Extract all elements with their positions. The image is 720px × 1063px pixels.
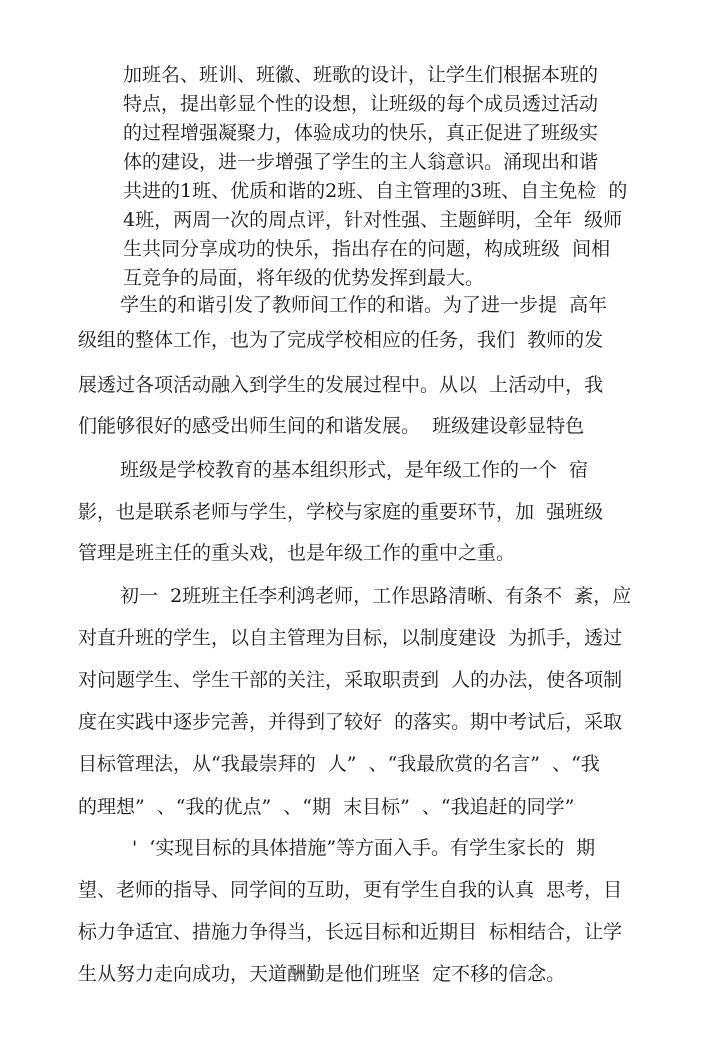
paragraph-1-line-6: 4班，两周一次的周点评，针对性强、主题鲜明，全年 级师 [123, 209, 623, 231]
paragraph-5-line-1: ' ‘实现目标的具体措施”等方面入手。有学生家长的 期 [132, 837, 596, 859]
paragraph-1-line-1: 加班名、班训、班徽、班歌的设计，让学生们根据本班的 [123, 64, 599, 86]
paragraph-3-line-1: 班级是学校教育的基本组织形式，是年级工作的一个 宿 [120, 459, 589, 481]
paragraph-5-line-3: 标力争适宜、措施力争得当，长远目标和近期目 标相结合，让学 [78, 921, 623, 943]
paragraph-2-line-3: 展透过各项活动融入到学生的发展过程中。从以 上活动中，我 [78, 374, 604, 396]
paragraph-4-line-6: 的理想” 、“我的优点” 、“期 末目标” 、“我追赶的同学” [78, 796, 575, 818]
paragraph-4-line-1: 初一 2班班主任李利鸿老师，工作思路清晰、有条不 紊，应 [120, 585, 632, 607]
paragraph-1-line-4: 体的建设，进一步增强了学生的主人翁意识。涌现出和谐 [123, 151, 599, 173]
paragraph-2-line-4: 们能够很好的感受出师生间的和谐发展。 班级建设彰显特色 [78, 415, 585, 437]
paragraph-2-line-1: 学生的和谐引发了教师间工作的和谐。为了进一步提 高年 [120, 294, 608, 316]
paragraph-4-line-5: 目标管理法，从“我最崇拜的 人” 、“我最欣赏的名言” 、“我 [78, 753, 600, 775]
paragraph-4-line-2: 对直升班的学生，以自主管理为目标，以制度建设 为抓手，透过 [78, 627, 623, 649]
paragraph-3-line-2: 影，也是联系老师与学生，学校与家庭的重要环节，加 强班级 [78, 501, 604, 523]
paragraph-5-line-4: 生从努力走向成功，天道酬勤是他们班坚 定不移的信念。 [78, 963, 566, 985]
paragraph-4-line-4: 度在实践中逐步完善，并得到了较好 的落实。期中考试后，采取 [78, 711, 623, 733]
paragraph-1-line-2: 特点，提出彰显个性的设想，让班级的每个成员透过活动 [123, 93, 599, 115]
paragraph-2-line-2: 级组的整体工作，也为了完成学校相应的任务，我们 教师的发 [78, 329, 604, 351]
paragraph-1-line-7: 生共同分享成功的快乐，指出存在的问题，构成班级 间相 [123, 238, 611, 260]
paragraph-1-line-5: 共进的1班、优质和谐的2班、自主管理的3班、自主免检 的 [123, 180, 628, 202]
paragraph-1-line-8: 互竞争的局面，将年级的优势发挥到最大。 [123, 267, 485, 289]
paragraph-4-line-3: 对问题学生、学生干部的关注，采取职责到 人的办法，使各项制 [78, 669, 623, 691]
paragraph-3-line-3: 管理是班主任的重头戏，也是年级工作的重中之重。 [78, 542, 516, 564]
paragraph-5-line-2: 望、老师的指导、同学间的互助，更有学生自我的认真 思考，目 [78, 879, 623, 901]
paragraph-1-line-3: 的过程增强凝聚力，体验成功的快乐，真正促进了班级实 [123, 122, 599, 144]
